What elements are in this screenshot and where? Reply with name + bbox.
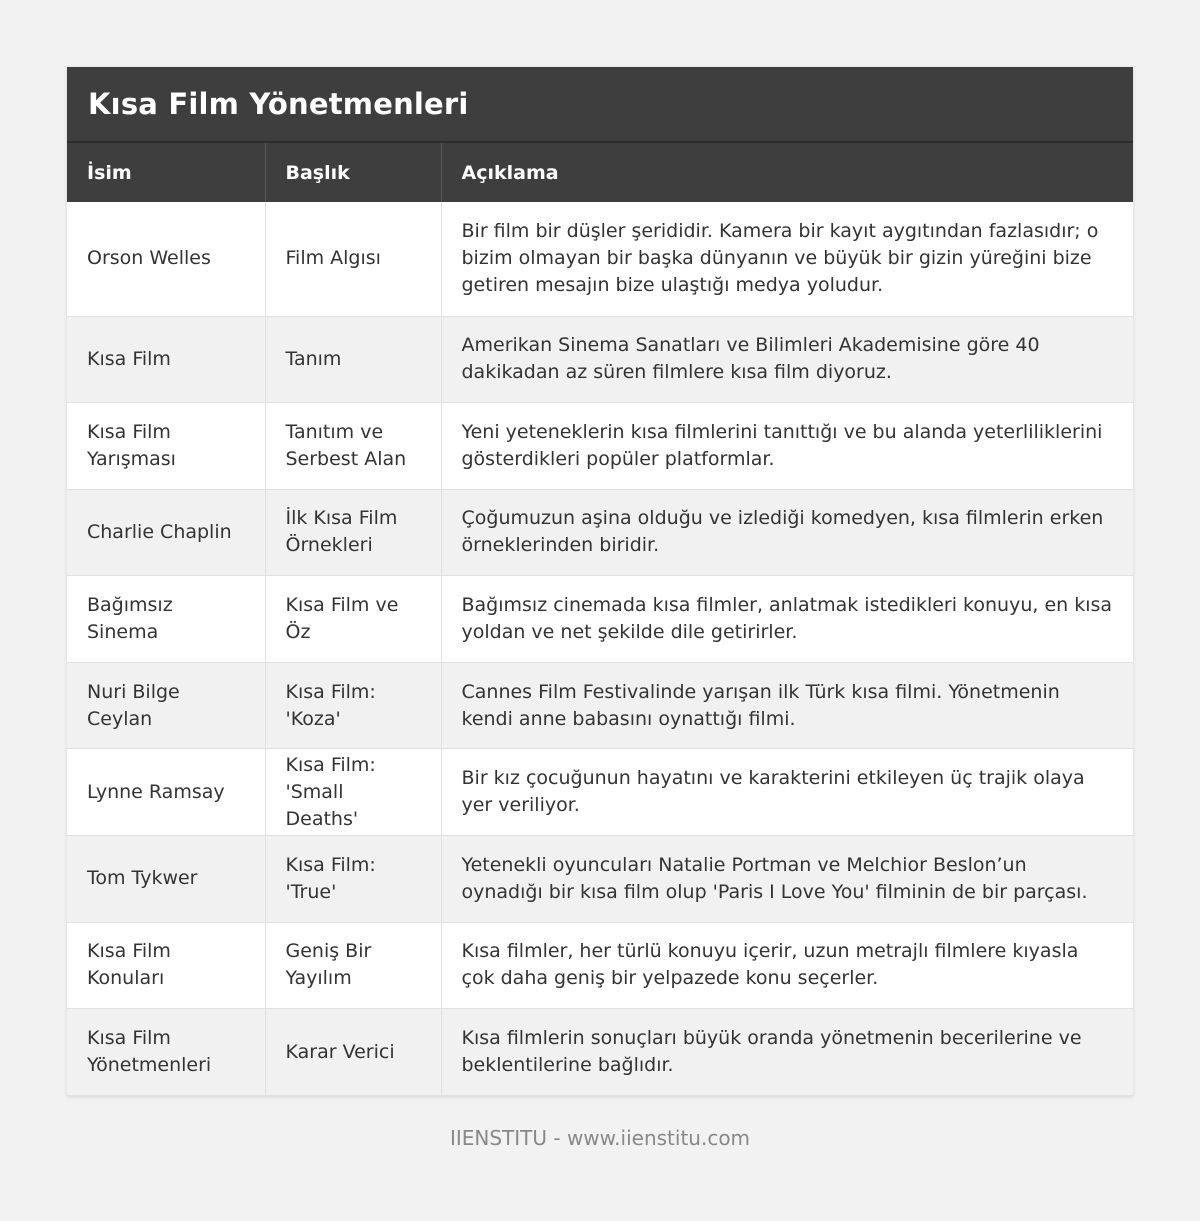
cell-description: Amerikan Sinema Sanatları ve Bilimleri Akademisine göre 40 dakikadan az süren filmlere kısa film diyoruz. [441,316,1133,403]
cell-description: Bir kız çocuğunun hayatını ve karakterini etkileyen üç trajik olaya yer veriliyor. [441,749,1133,836]
cell-title: Kısa Film ve Öz [265,576,441,663]
table-row [67,316,1133,403]
cell-title: Kısa Film: 'Small Deaths' [265,749,441,836]
title-bar [67,67,1133,143]
table-row [67,662,1133,749]
cell-description: Kısa filmlerin sonuçları büyük oranda yönetmenin becerilerine ve beklentilerine bağlıdır. [441,1009,1133,1096]
cell-title: Tanıtım ve Serbest Alan [265,403,441,490]
table-row [67,836,1133,923]
cell-name: Nuri Bilge Ceylan [67,662,265,749]
table-row [67,403,1133,490]
cell-name: Lynne Ramsay [67,749,265,836]
cell-title: Kısa Film: 'True' [265,836,441,923]
table-row [67,749,1133,836]
column-header-name: İsim [67,143,265,202]
cell-description: Kısa filmler, her türlü konuyu içerir, uzun metrajlı filmlere kıyasla çok daha geniş bir yelpazede konu seçerler. [441,922,1133,1009]
table-row [67,1009,1133,1096]
cell-description: Çoğumuzun aşina olduğu ve izlediği komedyen, kısa filmlerin erken örneklerinden biridir. [441,489,1133,576]
table-row [67,922,1133,1009]
cell-description: Bir film bir düşler şerididir. Kamera bir kayıt aygıtından fazlasıdır; o bizim olmayan bir başka dünyanın ve büyük bir gizin yüreğini bize getiren mesajın bize ulaştığı medya yoludur. [441,202,1133,316]
cell-title: Geniş Bir Yayılım [265,922,441,1009]
cell-description: Cannes Film Festivalinde yarışan ilk Türk kısa filmi. Yönetmenin kendi anne babasını oynattığı filmi. [441,662,1133,749]
cell-title: Kısa Film: 'Koza' [265,662,441,749]
header-row [67,143,1133,202]
cell-title: Film Algısı [265,202,441,316]
cell-description: Yeni yeteneklerin kısa filmlerini tanıttığı ve bu alanda yeterliliklerini gösterdikleri popüler platformlar. [441,403,1133,490]
cell-name: Charlie Chaplin [67,489,265,576]
cell-title: Karar Verici [265,1009,441,1096]
cell-description: Yetenekli oyuncuları Natalie Portman ve Melchior Beslon’un oynadığı bir kısa film olup 'Paris I Love You' filminin de bir parçası. [441,836,1133,923]
table-row [67,489,1133,576]
cell-name: Orson Welles [67,202,265,316]
table-row [67,202,1133,316]
page-title: Kısa Film Yönetmenleri [88,87,469,121]
cell-name: Kısa Film Yönetmenleri [67,1009,265,1096]
table-card [67,67,1133,1096]
cell-name: Kısa Film Yarışması [67,403,265,490]
table-header [67,143,1133,202]
cell-name: Tom Tykwer [67,836,265,923]
table-body [67,202,1133,1095]
cell-name: Kısa Film Konuları [67,922,265,1009]
data-table [67,143,1133,1096]
cell-title: İlk Kısa Film Örnekleri [265,489,441,576]
cell-description: Bağımsız cinemada kısa filmler, anlatmak istedikleri konuyu, en kısa yoldan ve net şekilde dile getirirler. [441,576,1133,663]
cell-name: Kısa Film [67,316,265,403]
column-header-title: Başlık [265,143,441,202]
cell-title: Tanım [265,316,441,403]
column-header-description: Açıklama [441,143,1133,202]
footer-credit: IIENSTITU - www.iienstitu.com [449,1126,751,1150]
table-row [67,576,1133,663]
cell-name: Bağımsız Sinema [67,576,265,663]
